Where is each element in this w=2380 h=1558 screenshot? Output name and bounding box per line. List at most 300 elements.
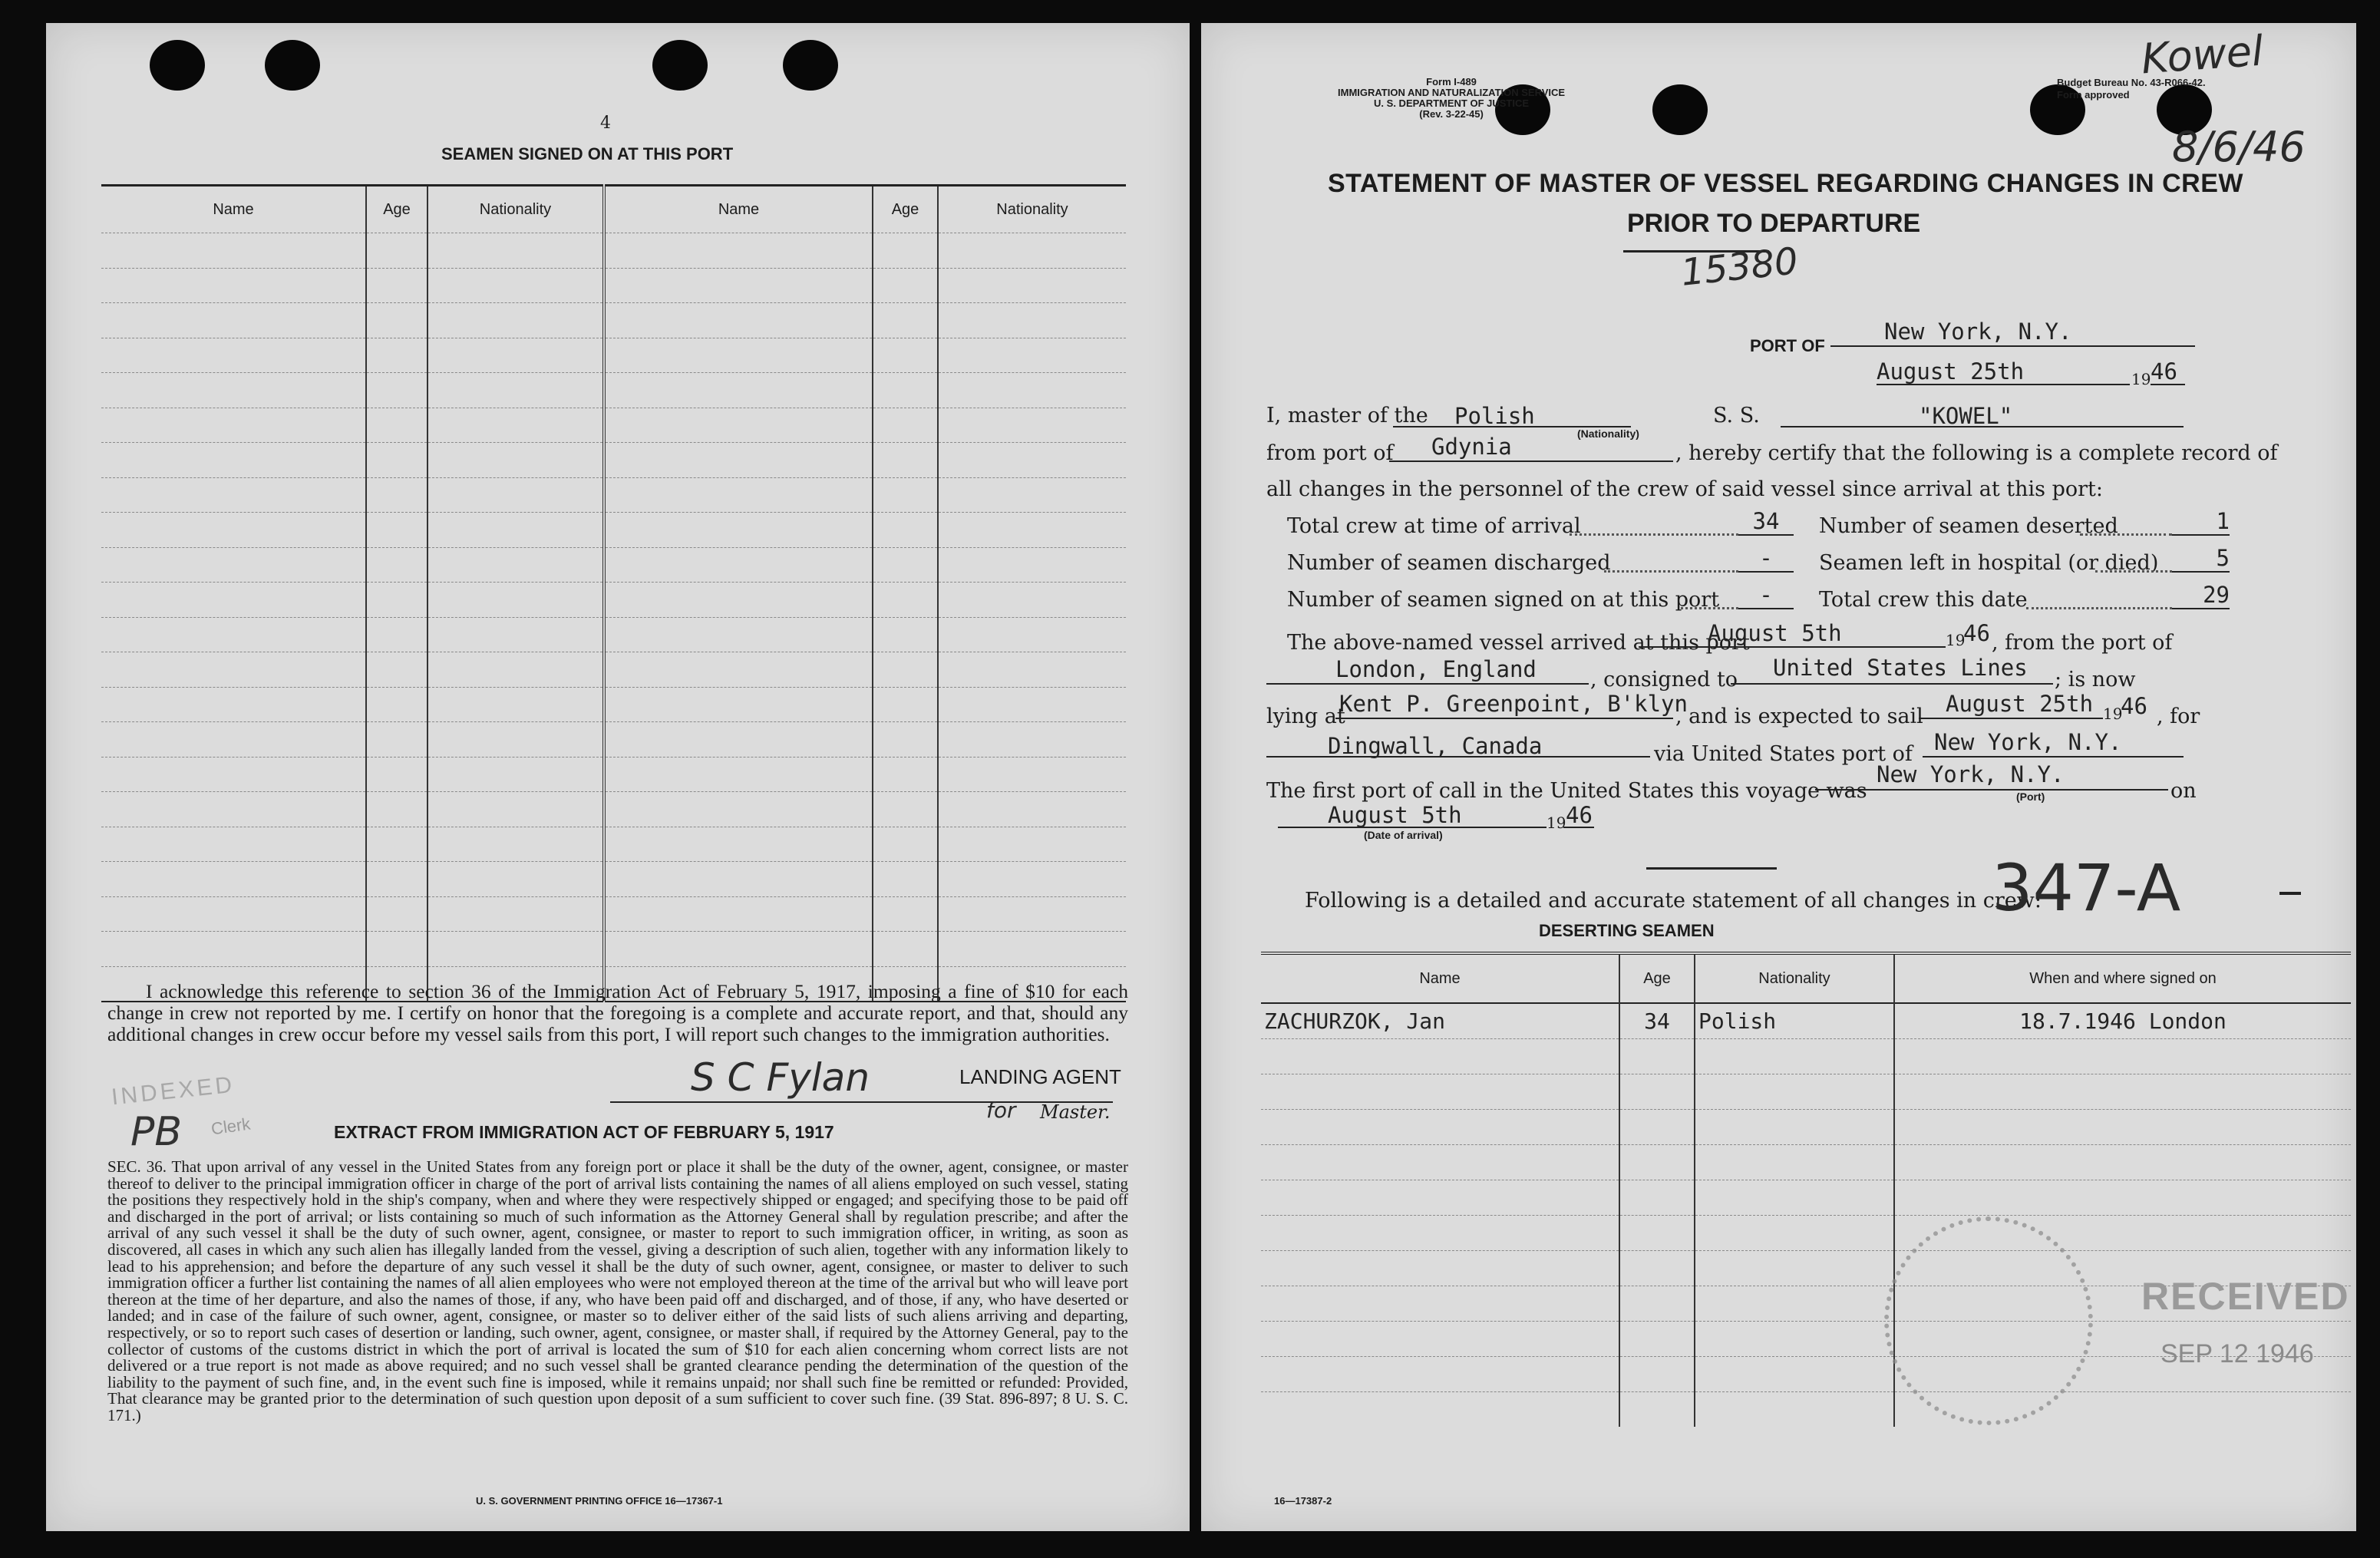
port-caption: (Port) (2016, 791, 2045, 803)
first-port-line (1815, 789, 2168, 791)
table-cell (938, 687, 1126, 722)
dot-leader (2026, 607, 2172, 609)
deserting-title: DESERTING SEAMEN (1539, 921, 1715, 940)
stat-value: 5 (2172, 545, 2230, 573)
is-now-label: ; is now (2055, 668, 2136, 692)
table-cell (1619, 1356, 1695, 1391)
table-cell (873, 687, 938, 722)
table-cell (1261, 1250, 1619, 1286)
table-cell (1619, 1109, 1695, 1144)
table-cell (427, 303, 604, 338)
via-port-value: New York, N.Y. (1934, 729, 2122, 755)
destination-line (1266, 756, 1650, 758)
table-cell (938, 373, 1126, 408)
table-cell (101, 268, 366, 303)
table-cell (366, 652, 427, 688)
table-cell (1894, 1144, 2351, 1180)
table-row (101, 583, 1126, 618)
table-cell (427, 477, 604, 513)
table-cell (101, 443, 366, 478)
stat-label: Number of seamen deserted (1819, 514, 2118, 538)
table-cell (1261, 1074, 1619, 1109)
table-cell (873, 583, 938, 618)
table-cell (604, 617, 873, 652)
table-cell (938, 792, 1126, 827)
table-cell (938, 408, 1126, 443)
right-page (1201, 23, 2356, 1531)
cell-name: ZACHURZOK, Jan (1261, 1003, 1619, 1038)
form-number: Form I-489 (1426, 76, 1477, 87)
table-row (1261, 1109, 2351, 1144)
punch-hole (150, 40, 205, 91)
form-title-line1: STATEMENT OF MASTER OF VESSEL REGARDING CHANGES IN CREW (1328, 169, 2243, 198)
form-title-line2: PRIOR TO DEPARTURE (1627, 209, 1921, 238)
table-cell (427, 443, 604, 478)
received-stamp: RECEIVED (2141, 1275, 2350, 1318)
stat-value: 29 (2172, 582, 2230, 609)
table-cell (873, 373, 938, 408)
table-row (1261, 1215, 2351, 1250)
stat-value: 1 (2172, 508, 2230, 536)
following-text: Following is a detailed and accurate statement of all changes in crew: (1305, 889, 2042, 913)
table-cell (366, 896, 427, 932)
port-of-label: PORT OF (1750, 336, 1825, 355)
stat-value: - (1738, 545, 1794, 573)
table-cell (604, 513, 873, 548)
table-cell (366, 687, 427, 722)
table-cell (427, 792, 604, 827)
table-cell (1695, 1356, 1894, 1391)
table-row (1261, 1391, 2351, 1427)
indexed-stamp: INDEXED (110, 1071, 236, 1111)
form-header (1338, 77, 1565, 120)
table-cell (604, 792, 873, 827)
table-cell (604, 303, 873, 338)
table-cell (873, 932, 938, 967)
year-line (2151, 384, 2185, 385)
form-service: IMMIGRATION AND NATURALIZATION SERVICE (1338, 87, 1566, 98)
sail-year: 46 (2121, 693, 2147, 719)
dot-leader (1570, 533, 1738, 536)
table-cell (427, 896, 604, 932)
table-cell (1261, 1391, 1619, 1427)
dot-leader (2095, 570, 2172, 573)
table-cell (427, 547, 604, 583)
lying-at-label: lying at (1266, 705, 1345, 728)
table-cell (873, 792, 938, 827)
table-cell (101, 338, 366, 373)
table-cell (101, 303, 366, 338)
table-cell (366, 827, 427, 862)
for-label: for (986, 1098, 1016, 1123)
table-cell (1261, 1180, 1619, 1215)
date-line (1877, 384, 2130, 385)
table-cell (873, 722, 938, 758)
lying-at-value: Kent P. Greenpoint, B'klyn (1339, 691, 1688, 717)
table-cell (366, 233, 427, 269)
table-cell (873, 827, 938, 862)
table-row (101, 757, 1126, 792)
from-port-value: Gdynia (1431, 434, 1512, 460)
table-row (101, 652, 1126, 688)
table-cell (366, 757, 427, 792)
table-row (1261, 1038, 2351, 1074)
lying-at-line (1335, 718, 1673, 719)
table-cell (604, 583, 873, 618)
ship-name: "KOWEL" (1919, 403, 2013, 429)
table-cell (1261, 1321, 1619, 1356)
table-row (101, 233, 1126, 269)
table-row (101, 268, 1126, 303)
table-cell (1261, 1215, 1619, 1250)
table-cell (938, 617, 1126, 652)
footer-code: 16—17387-2 (1274, 1495, 1332, 1507)
received-date-stamp: SEP 12 1946 (2160, 1339, 2314, 1368)
table-row (101, 896, 1126, 932)
consigned-value: United States Lines (1773, 655, 2028, 681)
table-cell (101, 547, 366, 583)
table-cell (101, 513, 366, 548)
arrival-year-line (1563, 827, 1594, 828)
table-cell (427, 233, 604, 269)
arrival-year-prefix: 19 (1547, 814, 1566, 832)
table-cell (1695, 1144, 1894, 1180)
column-header: Name (101, 186, 366, 233)
handwritten-ship-name: Kowel (2139, 26, 2265, 84)
table-row (1261, 1144, 2351, 1180)
year-prefix: 19 (2131, 370, 2151, 388)
table-cell (604, 233, 873, 269)
handwritten-dash (2279, 892, 2301, 895)
table-row (101, 792, 1126, 827)
table-row (1261, 1003, 2351, 1038)
stat-label: Number of seamen discharged (1287, 551, 1611, 575)
ss-label: S. S. (1713, 404, 1760, 427)
table-cell (366, 792, 427, 827)
table-cell (938, 722, 1126, 758)
table-row (101, 373, 1126, 408)
table-cell (873, 547, 938, 583)
table-row (101, 547, 1126, 583)
table-cell (427, 373, 604, 408)
signed-on-table (101, 184, 1126, 1002)
certify-text: , hereby certify that the following is a complete record of (1675, 441, 2278, 465)
table-cell (1261, 1286, 1619, 1321)
table-cell (366, 617, 427, 652)
table-cell (427, 862, 604, 897)
table-row (101, 408, 1126, 443)
nationality-value: Polish (1454, 403, 1535, 429)
table-cell (938, 862, 1126, 897)
table-cell (604, 862, 873, 897)
sail-year-prefix: 19 (2103, 705, 2123, 723)
table-cell (1695, 1109, 1894, 1144)
table-cell (604, 652, 873, 688)
column-header: Name (604, 186, 873, 233)
consigned-label: , consigned to (1590, 668, 1738, 692)
table-cell (366, 408, 427, 443)
table-cell (604, 757, 873, 792)
table-cell (1695, 1286, 1894, 1321)
table-row (101, 687, 1126, 722)
table-cell (938, 338, 1126, 373)
column-header: Nationality (427, 186, 604, 233)
destination-value: Dingwall, Canada (1328, 733, 1543, 759)
table-row (101, 862, 1126, 897)
table-cell (427, 513, 604, 548)
arrived-year: 46 (1963, 620, 1990, 646)
sail-date-line (1919, 718, 2103, 719)
landing-agent-label: LANDING AGENT (959, 1065, 1121, 1088)
cell-age: 34 (1619, 1003, 1695, 1038)
table-cell (1261, 1038, 1619, 1074)
table-cell (1261, 1109, 1619, 1144)
table-cell (873, 443, 938, 478)
table-cell (101, 896, 366, 932)
table-cell (1695, 1321, 1894, 1356)
table-cell (938, 896, 1126, 932)
table-row (101, 617, 1126, 652)
table-cell (938, 477, 1126, 513)
table-cell (101, 827, 366, 862)
table-cell (1695, 1391, 1894, 1427)
table-row (101, 338, 1126, 373)
table-cell (873, 268, 938, 303)
table-cell (1261, 1144, 1619, 1180)
master-label: Master. (1040, 1101, 1111, 1123)
table-cell (366, 547, 427, 583)
nationality-caption: (Nationality) (1577, 427, 1639, 440)
table-row (101, 513, 1126, 548)
table-cell (873, 303, 938, 338)
form-department: U. S. DEPARTMENT OF JUSTICE (1374, 97, 1530, 109)
column-header: Nationality (938, 186, 1126, 233)
table-cell (366, 373, 427, 408)
table-cell (1894, 1038, 2351, 1074)
agent-signature: S C Fylan (691, 1055, 870, 1100)
stat-label: Number of seamen signed on at this port (1287, 588, 1720, 612)
table-cell (366, 477, 427, 513)
table-cell (366, 443, 427, 478)
table-cell (604, 268, 873, 303)
table-cell (873, 408, 938, 443)
table-row (101, 303, 1126, 338)
stat-label: Seamen left in hospital (or died) (1819, 551, 2159, 575)
handwritten-code: 347-A (1992, 850, 2181, 926)
consigned-line (1731, 683, 2053, 685)
date-value: August 25th (1877, 358, 2025, 385)
received-seal-stamp (1884, 1216, 2093, 1425)
table-cell (1894, 1109, 2351, 1144)
dot-leader (1681, 607, 1738, 609)
table-cell (1695, 1180, 1894, 1215)
table-cell (938, 268, 1126, 303)
table-cell (101, 652, 366, 688)
table-cell (938, 443, 1126, 478)
table-cell (873, 477, 938, 513)
table-cell (604, 408, 873, 443)
via-port-line (1923, 756, 2184, 758)
file-number: 15380 (1679, 239, 1801, 295)
table-cell (427, 827, 604, 862)
column-header: Name (1261, 953, 1619, 1003)
form-revision: (Rev. 3-22-45) (1419, 108, 1484, 120)
table-cell (1619, 1286, 1695, 1321)
sail-date: August 25th (1946, 691, 2094, 717)
from-the-port-label: , from the port of (1992, 631, 2173, 655)
table-cell (1619, 1215, 1695, 1250)
arrived-year-prefix: 19 (1946, 631, 1966, 649)
arrival-date-line (1278, 827, 1547, 828)
table-cell (1619, 1321, 1695, 1356)
table-cell (427, 757, 604, 792)
arrival-date-value: August 5th (1328, 802, 1462, 828)
table-cell (873, 652, 938, 688)
extract-text: SEC. 36. That upon arrival of any vessel in the United States from any foreign port or place it shall be the duty of the owner, agent, consignee, or master thereof to deliver to the principal immigration officer in charge of the port of arrival lists containing the names of all aliens employed on such vessel, stating the positions they respectively hold in the ship's company, when and where they were respectively shipped or engaged; and specifying those to be paid off and discharged in the port of arrival; or lists containing so much of such information as the Attorney General shall by regulation prescribe; and after the arrival of any such vessel it shall be the duty of such owner, agent, consignee, or master to report to such immigration officer, in writing, as soon as discovered, all cases in which any such alien has illegally landed from the vessel, giving a description of such alien, together with any information likely to lead to his apprehension; and before the departure of any such vessel it shall be the duty of such owner, agent, consignee, or master to deliver to such immigration officer a further list containing the names of all alien employees who were not employed thereon at the time of the arrival but who will leave port thereon at the time of her departure, and also the names of those, if any, who have been paid off and discharged, and of those, if any, who have deserted or landed; and in case of the failure of such owner, agent, consignee, or master so to deliver either of the said lists of such aliens arriving and departing, respectively, or so to report such cases of desertion or landing, such owner, agent, consignee, or master shall, if required by the Attorney General, pay to the collector of customs of the customs district in which the port of arrival is located the sum of $10 for each alien concerning whom correct lists are not delivered or a true report is not made as above required; and no such vessel shall be granted clearance pending the determination of the question of the liability to the payment of such fine, and, in the event such fine is imposed, while it remains unpaid; nor shall such fine be remitted or refunded: Provided, That clearance may be granted prior to the determination of such question upon deposit of a sum sufficient to cover such fine. (39 Stat. 896-897; 8 U. S. C. 171.) (107, 1157, 1128, 1424)
punch-hole (652, 40, 708, 91)
table-cell (427, 652, 604, 688)
table-cell (873, 617, 938, 652)
table-cell (938, 513, 1126, 548)
acknowledgement-text: I acknowledge this reference to section 36 of the Immigration Act of February 5, 1917, imposing a fine of $10 for each change in crew not reported by me. I certify on honor that the foregoing is a complete and accurate report, and that, should any additional changes in crew occur before my vessel sails from this port, I will report such changes to the immigration authorities. (107, 980, 1128, 1045)
table-cell (604, 827, 873, 862)
cell-signed-on: 18.7.1946 London (1894, 1003, 2351, 1038)
table-cell (873, 862, 938, 897)
table-cell (427, 687, 604, 722)
port-line (1830, 345, 2195, 347)
table-cell (1695, 1038, 1894, 1074)
table-cell (366, 932, 427, 967)
table-cell (366, 338, 427, 373)
expected-label: , and is expected to sail (1675, 705, 1923, 728)
table-cell (427, 932, 604, 967)
via-label: via United States port of (1654, 742, 1913, 766)
table-cell (366, 722, 427, 758)
clerk-initials: PB (130, 1109, 183, 1155)
table-cell (101, 617, 366, 652)
year-value: 46 (2151, 358, 2177, 385)
for-label-right: , for (2157, 705, 2200, 728)
table-cell (427, 722, 604, 758)
table-cell (938, 547, 1126, 583)
table-cell (101, 373, 366, 408)
from-port-label: from port of (1266, 441, 1394, 465)
table-row (101, 477, 1126, 513)
table-cell (938, 303, 1126, 338)
table-cell (938, 757, 1126, 792)
column-header: Age (1619, 953, 1695, 1003)
table-cell (366, 583, 427, 618)
budget-bureau: Budget Bureau No. 43-R066-42. (2057, 77, 2206, 88)
table-cell (1695, 1250, 1894, 1286)
dot-leader (2080, 533, 2172, 536)
table-cell (101, 583, 366, 618)
table-cell (1619, 1038, 1695, 1074)
port-of-value: New York, N.Y. (1884, 319, 2072, 345)
arrived-date: August 5th (1708, 620, 1842, 646)
table-cell (1261, 1356, 1619, 1391)
punch-hole (783, 40, 838, 91)
from-the-port-value: London, England (1335, 656, 1537, 682)
table-cell (604, 338, 873, 373)
punch-hole (265, 40, 320, 91)
table-cell (1695, 1074, 1894, 1109)
table-cell (604, 932, 873, 967)
table-cell (873, 233, 938, 269)
table-cell (1619, 1250, 1695, 1286)
on-label: on (2170, 779, 2197, 803)
column-header: Nationality (1695, 953, 1894, 1003)
table-cell (604, 687, 873, 722)
column-header: When and where signed on (1894, 953, 2351, 1003)
table-cell (873, 338, 938, 373)
master-of-label: I, master of the (1266, 404, 1428, 427)
stat-label: Total crew this date (1819, 588, 2028, 612)
column-header: Age (366, 186, 427, 233)
table-row (1261, 1180, 2351, 1215)
dot-leader (1604, 570, 1738, 573)
punch-hole (1652, 84, 1708, 135)
signed-on-title: SEAMEN SIGNED ON AT THIS PORT (441, 144, 734, 163)
table-cell (1619, 1144, 1695, 1180)
date-caption: (Date of arrival) (1364, 829, 1443, 841)
table-cell (604, 722, 873, 758)
from-the-port-line (1266, 683, 1589, 685)
table-cell (1619, 1074, 1695, 1109)
first-port-label: The first port of call in the United States this voyage was (1266, 779, 1867, 803)
form-approved: Form approved (2057, 89, 2130, 101)
column-header: Age (873, 186, 938, 233)
arrived-label: The above-named vessel arrived at this port (1287, 631, 1750, 655)
table-cell (366, 513, 427, 548)
stat-value: - (1738, 582, 1794, 609)
table-row (101, 722, 1126, 758)
table-cell (101, 233, 366, 269)
table-row (101, 932, 1126, 967)
table-cell (604, 477, 873, 513)
printing-office-line: U. S. GOVERNMENT PRINTING OFFICE 16—17367-1 (476, 1495, 723, 1507)
table-cell (427, 583, 604, 618)
table-row (101, 827, 1126, 862)
table-cell (604, 896, 873, 932)
table-cell (938, 932, 1126, 967)
arrival-year: 46 (1566, 802, 1593, 828)
stat-value: 34 (1738, 508, 1794, 536)
table-cell (366, 862, 427, 897)
table-cell (938, 233, 1126, 269)
table-cell (873, 896, 938, 932)
signature-line (610, 1101, 1113, 1103)
table-cell (873, 757, 938, 792)
table-cell (101, 757, 366, 792)
ship-line (1781, 426, 2184, 427)
table-cell (101, 687, 366, 722)
changes-text: all changes in the personnel of the crew of said vessel since arrival at this port: (1266, 477, 2103, 501)
table-cell (1695, 1215, 1894, 1250)
table-cell (938, 652, 1126, 688)
table-cell (101, 932, 366, 967)
table-cell (101, 408, 366, 443)
table-cell (938, 583, 1126, 618)
table-cell (366, 268, 427, 303)
table-cell (604, 443, 873, 478)
extract-title: EXTRACT FROM IMMIGRATION ACT OF FEBRUARY 5, 1917 (334, 1122, 834, 1142)
table-cell (427, 617, 604, 652)
table-cell (101, 862, 366, 897)
table-cell (604, 373, 873, 408)
table-cell (1894, 1180, 2351, 1215)
table-cell (427, 338, 604, 373)
